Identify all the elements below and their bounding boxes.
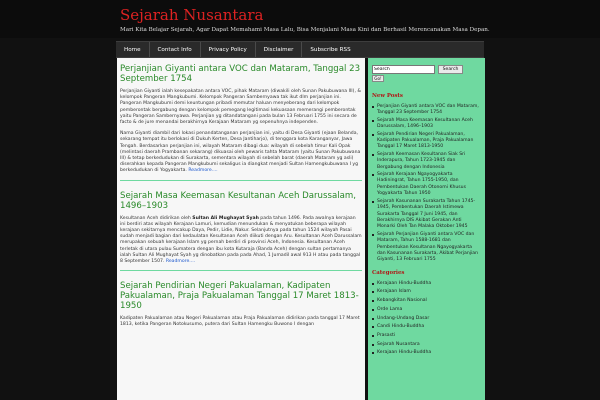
post-bold-text: Sultan Ali Mughayat Syah <box>192 215 259 221</box>
go-button[interactable]: Go! <box>372 75 384 82</box>
site-title[interactable]: Sejarah Nusantara <box>120 6 264 24</box>
nav-contact-info[interactable]: Contact Info <box>150 42 201 57</box>
post-text: Nama Giyanti diambil dari lokasi penandatanganan perjanjian ini, yaitu di Desa Giyanti (ejaan Belanda, sekarang tempat itu berlokasi di Dukuh Kerten, Desa Jantiharjo), di tenggara kota Karanganyar, Jawa Tengah. Berdasarkan perjanjian ini, wilayah Mataram dibagi dua: wilayah di sebelah timur Kali Opak (melintasi daerah Prambanan sekarang) dikuasai oleh pewaris tahta Mataram (yaitu Sunan Pakubuwana III) & tetap berkedudukan di Surakarta, sementara wilayah di sebelah barat (daerah Mataram yg asli) diserahkan kepada Pangeran Mangkubumi sekaligus ia diangkat menjadi Sultan Hamengkubuwana I yg berkedudukan di Yogyakarta. <box>120 131 361 174</box>
post-text: Kesultanan Aceh didirikan oleh <box>120 215 193 221</box>
new-posts-list <box>372 104 481 264</box>
post-paragraph: Kadipaten Pakualaman atau Negeri Pakualaman atau Praja Pakualaman didirikan pada tanggal 17 Maret 1813, ketika Pangeran Notokusumo, putera dari Sultan Hamengku Buwono I dengan <box>120 316 360 328</box>
post <box>117 58 365 181</box>
category-link[interactable]: Sejarah Nusantara <box>372 342 481 348</box>
new-posts-heading: New Posts <box>372 93 403 99</box>
main-nav <box>116 41 484 58</box>
category-link[interactable]: Kebangkitan Nasional <box>372 298 481 304</box>
post-divider <box>120 180 362 181</box>
new-post-link[interactable]: Sejarah Keemasan Kesultanan Siak Sri Inderapura, Tahun 1723-1945 dan Bergabung dengan Indonesia <box>372 152 481 171</box>
new-post-link[interactable]: Sejarah Pendirian Negeri Pakualaman, Kadipaten Pakualaman, Praja Pakualaman Tanggal 17 Maret 1813-1950 <box>372 132 481 151</box>
categories-list <box>372 281 481 357</box>
post-divider <box>120 270 362 271</box>
post-paragraph <box>120 131 362 174</box>
post <box>117 275 365 328</box>
new-post-link[interactable]: Perjanjian Giyanti antara VOC dan Mataram, Tanggal 23 September 1754 <box>372 104 481 117</box>
new-post-link[interactable]: Sejarah Perjanjian Giyanti antara VOC dan Mataram, Tahun 1588-1681 dan Pembentukan Kesultanan Ngayogyakarta dan Kasunanan Surakarta, Akibat Perjanjian Giyanti, 13 Februari 1755 <box>372 232 481 264</box>
nav-subscribe-rss[interactable]: Subscribe RSS <box>310 46 351 53</box>
nav-disclaimer[interactable]: Disclaimer <box>256 42 303 57</box>
category-link[interactable]: Candi Hindu-Buddha <box>372 324 481 330</box>
sidebar <box>368 58 485 400</box>
categories-heading: Categories <box>372 269 405 276</box>
post-body <box>120 89 362 175</box>
nav-home[interactable]: Home <box>116 42 150 57</box>
post-title[interactable]: Sejarah Pendirian Negeri Pakualaman, Kadipaten Pakualaman, Praja Pakualaman Tanggal 17 Maret 1813-1950 <box>120 281 359 312</box>
post-text: pada tahun 1496. Pada awalnya kerajaan ini berdiri atas wilayah Kerajaan Lamuri, kemudian menundukan & menyatukan beberapa wilayah kerajaan sekitarnya mencakup Daya, Pedir, Lidie, Nakur. Selanjutnya pada tahun 1524 wilayah Pasai sudah menjadi bagian dari kedaulatan Kesultanan Aceh diikuti dengan Aru. Kesultanan Aceh Darussalam merupakan sebuah kerajaan Islam yg pernah berdiri di provinsi Aceh, Indonesia. Kesultanan Aceh terletak di utara pulau Sumatera dengan ibu kota Kutaraja (Banda Aceh) dengan sultan pertamanya ialah Sultan Ali Mughayat Syah yg dinobatkan pada pada Ahad, 1 Jumadil awal 913 H atau pada tanggal 8 September 1507. <box>120 215 362 265</box>
new-post-link[interactable]: Sejarah Kerajaan Ngayogyakarta Hadiningrat, Tahun 1755-1950, dan Pembentukan Daerah Otonomi Khusus Yogyakarta Tahun 1950 <box>372 172 481 198</box>
post-paragraph <box>120 216 362 266</box>
post <box>117 185 365 272</box>
new-post-link[interactable]: Sejarah Masa Keemasan Kesultanan Aceh Darussalam, 1496–1903 <box>372 118 481 131</box>
post-body <box>120 316 362 328</box>
readmore-link[interactable]: Readmore.... <box>165 259 196 265</box>
category-link[interactable]: Prasasti <box>372 333 481 339</box>
site-description: Mari Kita Belajar Sejarah, Agar Dapat Memahami Masa Lalu, Bisa Menjalani Masa Kini dan Berhasil Merencanakan Masa Depan. <box>120 27 490 33</box>
search-button[interactable]: Search <box>438 65 463 74</box>
search-form <box>372 65 481 74</box>
category-link[interactable]: Orde Lama <box>372 307 481 313</box>
category-link[interactable]: Kerajaan Hindu-Buddha <box>372 350 481 356</box>
new-post-link[interactable]: Sejarah Kasunanan Surakarta Tahun 1745-1945, Pembentukan Daerah Istimewa Surakarta Tanggal 7 Juni 1945, dan Berakhirnya DIS Akibat Gerakan Anti Monarki Oleh Tan Malaka Oktober 1945 <box>372 199 481 231</box>
site-header <box>0 0 600 38</box>
search-input[interactable] <box>372 65 435 74</box>
category-link[interactable]: Kerajaan Hindu-Buddha <box>372 281 481 287</box>
category-link[interactable]: Kerajaan Islam <box>372 289 481 295</box>
main-content <box>117 58 365 400</box>
post-body <box>120 216 362 266</box>
post-paragraph: Perjanjian Giyanti ialah kesepakatan antara VOC, pihak Mataram (diwakili oleh Sunan Pakubuwana III), & kelompok Pangeran Mangkubumi. Kelompok Pangeran Sambernyawa tak ikut dlm perjanjian ini. Pangeran Mangkubumi demi keuntungan pribadi memutar haluan menyeberang dari kelompok pemberontak bergabung dengan kelompok pemegang legitimasi kekuasaan memerangi pemberontak yaitu Pangeran Sambernyawa. Perjanjian yg ditandatangani pada bulan 13 Februari 1755 ini secara de facto & de jure menandai berakhirnya Kerajaan Mataram yg sepenuhnya independen. <box>120 89 361 126</box>
category-link[interactable]: Undang-Undang Dasar <box>372 316 481 322</box>
readmore-link[interactable]: Readmore.... <box>188 168 218 174</box>
post-title[interactable]: Sejarah Masa Keemasan Kesultanan Aceh Darussalam, 1496–1903 <box>120 190 356 211</box>
post-title[interactable]: Perjanjian Giyanti antara VOC dan Mataram, Tanggal 23 September 1754 <box>120 64 361 84</box>
nav-privacy-policy[interactable]: Privacy Policy <box>201 42 256 57</box>
